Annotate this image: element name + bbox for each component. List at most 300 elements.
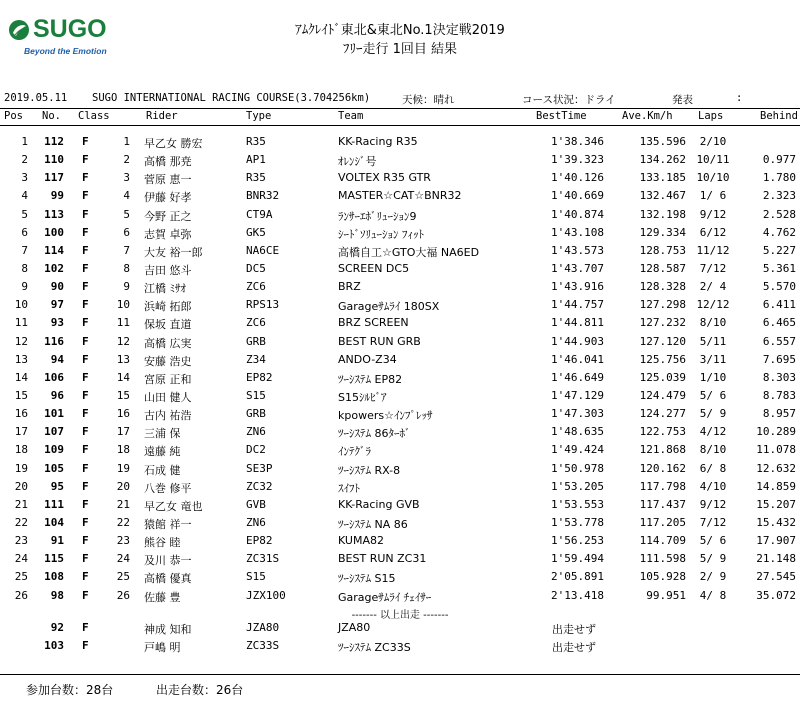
class-pos-cell: 2 xyxy=(123,153,130,167)
type-cell: BNR32 xyxy=(246,189,280,203)
team-cell: ﾗﾝｻｰｴﾎﾞﾘｭｰｼｮﾝ9 xyxy=(338,209,417,223)
class-cell: F xyxy=(82,497,89,511)
rider-cell: 志賀 卓弥 xyxy=(144,227,192,241)
rider-cell: 八巻 修平 xyxy=(144,481,192,495)
table-row xyxy=(0,170,800,188)
class-cell: F xyxy=(82,225,89,239)
besttime-cell: 1'40.669 xyxy=(551,189,604,203)
behind-cell: 7.695 xyxy=(762,352,796,366)
class-cell: F xyxy=(82,388,89,402)
besttime-cell: 1'43.108 xyxy=(551,225,604,239)
type-cell: JZA80 xyxy=(246,620,280,634)
avg-speed-cell: 99.951 xyxy=(646,588,686,602)
team-cell: KUMA82 xyxy=(338,534,384,548)
table-row xyxy=(0,551,800,569)
class-cell: F xyxy=(82,425,89,439)
team-cell: Garageｻﾑﾗｲ 180SX xyxy=(338,300,440,314)
number-cell: 105 xyxy=(44,461,64,475)
class-cell: F xyxy=(82,298,89,312)
header-besttime: BestTime xyxy=(536,110,587,122)
pos-cell: 11 xyxy=(14,316,28,330)
team-cell: JZA80 xyxy=(338,620,371,634)
table-row xyxy=(0,442,800,460)
class-pos-cell: 18 xyxy=(116,443,130,457)
laps-cell: 5/ 6 xyxy=(699,534,727,548)
avg-speed-cell: 134.262 xyxy=(639,153,686,167)
class-cell: F xyxy=(82,207,89,221)
laps-cell: 6/12 xyxy=(699,225,727,239)
type-cell: CT9A xyxy=(246,207,273,221)
type-cell: GVB xyxy=(246,497,266,511)
besttime-cell: 1'44.757 xyxy=(551,298,604,312)
avg-speed-cell: 127.232 xyxy=(639,316,686,330)
besttime-cell: 1'40.874 xyxy=(551,207,604,221)
rider-cell: 大友 裕一郎 xyxy=(144,245,203,259)
besttime-cell: 1'50.978 xyxy=(551,461,604,475)
avg-speed-cell: 122.753 xyxy=(639,425,686,439)
pos-cell: 14 xyxy=(14,370,28,384)
class-pos-cell: 7 xyxy=(123,243,130,257)
table-row xyxy=(0,315,800,333)
type-cell: RPS13 xyxy=(246,298,280,312)
table-row xyxy=(0,388,800,406)
laps-cell: 9/12 xyxy=(699,497,727,511)
number-cell: 113 xyxy=(44,207,64,221)
number-cell: 110 xyxy=(44,153,64,167)
class-pos-cell: 4 xyxy=(123,189,130,203)
class-pos-cell: 6 xyxy=(123,225,130,239)
class-cell: F xyxy=(82,352,89,366)
class-pos-cell: 24 xyxy=(116,552,130,566)
pos-cell: 20 xyxy=(14,479,28,493)
type-cell: ZC32 xyxy=(246,479,273,493)
laps-cell: 2/ 9 xyxy=(699,570,727,584)
pos-cell: 2 xyxy=(21,153,28,167)
besttime-cell: 1'53.553 xyxy=(551,497,604,511)
avg-speed-cell: 121.868 xyxy=(639,443,686,457)
type-cell: AP1 xyxy=(246,153,266,167)
pos-cell: 1 xyxy=(21,135,28,148)
number-cell: 101 xyxy=(44,407,64,421)
avg-speed-cell: 127.298 xyxy=(639,298,686,312)
rider-cell: 熊谷 睦 xyxy=(144,536,181,550)
besttime-cell: 2'13.418 xyxy=(551,588,604,602)
besttime-cell: 1'47.129 xyxy=(551,388,604,402)
class-cell: F xyxy=(82,334,89,348)
number-cell: 114 xyxy=(44,243,64,257)
type-cell: ZC6 xyxy=(246,280,266,294)
number-cell: 104 xyxy=(44,515,64,529)
laps-cell: 1/10 xyxy=(699,370,727,384)
laps-cell: 5/11 xyxy=(699,334,727,348)
number-cell: 92 xyxy=(50,620,64,634)
class-cell: F xyxy=(82,171,89,185)
table-row xyxy=(0,461,800,479)
class-pos-cell: 19 xyxy=(116,461,130,475)
rider-cell: 及川 恭一 xyxy=(144,554,192,568)
avg-speed-cell: 128.753 xyxy=(639,243,686,257)
number-cell: 106 xyxy=(44,370,64,384)
team-cell: 高橋自工☆GTO大福 NA6ED xyxy=(338,245,480,259)
pos-cell: 6 xyxy=(21,225,28,239)
behind-cell: 10.289 xyxy=(756,425,796,439)
team-cell: SCREEN DC5 xyxy=(338,261,410,275)
team-cell: BRZ SCREEN xyxy=(338,316,409,330)
besttime-cell: 1'53.205 xyxy=(551,479,604,493)
pos-cell: 4 xyxy=(21,189,28,203)
track-condition: コース状況：ドライ xyxy=(522,94,616,106)
table-row xyxy=(0,588,800,606)
avg-speed-cell: 128.328 xyxy=(639,280,686,294)
type-cell: SE3P xyxy=(246,461,273,475)
class-cell: F xyxy=(82,515,89,529)
number-cell: 109 xyxy=(44,443,64,457)
avg-speed-cell: 117.437 xyxy=(639,497,686,511)
pos-cell: 24 xyxy=(14,552,28,566)
class-pos-cell: 16 xyxy=(116,407,130,421)
class-pos-cell: 8 xyxy=(123,261,130,275)
class-cell: F xyxy=(82,552,89,566)
rider-cell: 浜崎 拓郎 xyxy=(144,300,192,314)
pos-cell: 15 xyxy=(14,388,28,402)
besttime-cell: 1'39.323 xyxy=(551,153,604,167)
number-cell: 103 xyxy=(44,638,64,652)
pos-cell: 8 xyxy=(21,261,28,275)
avg-speed-cell: 132.198 xyxy=(639,207,686,221)
logo-text: SUGO xyxy=(33,15,107,43)
class-pos-cell: 1 xyxy=(123,135,130,148)
rider-cell: 高橋 那尭 xyxy=(144,155,192,169)
rider-cell: 菅原 恵一 xyxy=(144,173,192,187)
behind-cell: 1.780 xyxy=(762,171,796,185)
type-cell: ZC31S xyxy=(246,552,280,566)
team-cell: ANDO-Z34 xyxy=(338,352,397,366)
besttime-cell: 1'56.253 xyxy=(551,534,604,548)
class-cell: F xyxy=(82,588,89,602)
avg-speed-cell: 111.598 xyxy=(639,552,686,566)
header-pos: Pos xyxy=(4,110,23,122)
number-cell: 111 xyxy=(44,497,64,511)
class-pos-cell: 14 xyxy=(116,370,130,384)
rider-cell: 神成 知和 xyxy=(144,622,192,636)
pos-cell: 19 xyxy=(14,461,28,475)
number-cell: 95 xyxy=(50,479,64,493)
besttime-cell: 1'47.303 xyxy=(551,407,604,421)
number-cell: 107 xyxy=(44,425,64,439)
class-cell: F xyxy=(82,570,89,584)
type-cell: GK5 xyxy=(246,225,266,239)
table-row xyxy=(0,134,800,152)
number-cell: 90 xyxy=(50,280,64,294)
besttime-cell: 1'48.635 xyxy=(551,425,604,439)
table-row xyxy=(0,479,800,497)
table-row xyxy=(0,497,800,515)
behind-cell: 5.227 xyxy=(762,243,796,257)
table-row xyxy=(0,207,800,225)
laps-cell: 12/12 xyxy=(696,298,730,312)
type-cell: DC5 xyxy=(246,261,266,275)
rider-cell: 江橋 ﾐｻｵ xyxy=(144,282,186,296)
header-team: Team xyxy=(338,110,364,122)
besttime-cell: 1'43.916 xyxy=(551,280,604,294)
pos-cell: 17 xyxy=(14,425,28,439)
behind-cell: 15.432 xyxy=(756,515,796,529)
pos-cell: 18 xyxy=(14,443,28,457)
pos-cell: 22 xyxy=(14,515,28,529)
header-rider: Rider xyxy=(146,110,178,122)
behind-cell: 17.907 xyxy=(756,534,796,548)
type-cell: EP82 xyxy=(246,534,273,548)
rider-cell: 高橋 優真 xyxy=(144,572,192,586)
header-class: Class xyxy=(78,110,110,122)
laps-cell: 5/ 6 xyxy=(699,388,727,402)
starters-separator xyxy=(0,606,800,620)
class-cell: F xyxy=(82,443,89,457)
besttime-cell: 1'40.126 xyxy=(551,171,604,185)
header-laps: Laps xyxy=(698,110,724,122)
behind-cell: 5.361 xyxy=(762,261,796,275)
rider-cell: 猿館 祥一 xyxy=(144,517,192,531)
team-cell: ｲﾝﾃｸﾞﾗ xyxy=(338,445,371,459)
class-cell: F xyxy=(82,407,89,421)
header-behind: Behind xyxy=(760,110,798,122)
pos-cell: 3 xyxy=(21,171,28,185)
announce-value: : xyxy=(736,92,743,104)
number-cell: 115 xyxy=(44,552,64,566)
number-cell: 96 xyxy=(50,388,64,402)
class-cell: F xyxy=(82,316,89,330)
laps-cell: 2/10 xyxy=(699,135,727,148)
pos-cell: 25 xyxy=(14,570,28,584)
besttime-cell: 1'44.811 xyxy=(551,316,604,330)
class-cell: F xyxy=(82,479,89,493)
besttime-cell: 1'46.041 xyxy=(551,352,604,366)
laps-cell: 10/11 xyxy=(696,153,730,167)
session-date: 2019.05.11 xyxy=(4,92,68,104)
laps-cell: 2/ 4 xyxy=(699,280,727,294)
event-title: ｱﾑｸﾚｲﾄﾞ東北&東北No.1決定戦2019 xyxy=(295,23,505,38)
number-cell: 117 xyxy=(44,171,64,185)
besttime-cell: 1'53.778 xyxy=(551,515,604,529)
dns-row xyxy=(0,638,800,656)
behind-cell: 8.957 xyxy=(762,407,796,421)
status-cell: 出走せず xyxy=(552,640,596,654)
avg-speed-cell: 125.756 xyxy=(639,352,686,366)
avg-speed-cell: 124.479 xyxy=(639,388,686,402)
pos-cell: 13 xyxy=(14,352,28,366)
session-title: ﾌﾘｰ走行 1回目 結果 xyxy=(342,42,458,57)
behind-cell: 6.411 xyxy=(762,298,796,312)
team-cell: ﾂｰｼｽﾃﾑ S15 xyxy=(338,572,396,586)
avg-speed-cell: 125.039 xyxy=(639,370,686,384)
team-cell: ｵﾚﾝｼﾞ号 xyxy=(338,155,377,169)
table-row xyxy=(0,334,800,352)
avg-speed-cell: 133.185 xyxy=(639,171,686,185)
class-cell: F xyxy=(82,261,89,275)
class-pos-cell: 15 xyxy=(116,388,130,402)
behind-cell: 35.072 xyxy=(756,588,796,602)
behind-cell: 2.528 xyxy=(762,207,796,221)
rider-cell: 早乙女 竜也 xyxy=(144,499,203,513)
avg-speed-cell: 129.334 xyxy=(639,225,686,239)
table-row xyxy=(0,261,800,279)
laps-cell: 4/12 xyxy=(699,425,727,439)
laps-cell: 4/ 8 xyxy=(699,588,727,602)
besttime-cell: 1'43.707 xyxy=(551,261,604,275)
starters-count: 出走台数：26台 xyxy=(156,683,244,697)
number-cell: 99 xyxy=(50,189,64,203)
team-cell: KK-Racing GVB xyxy=(338,497,420,511)
type-cell: DC2 xyxy=(246,443,266,457)
rider-cell: 高橋 広実 xyxy=(144,336,192,350)
class-pos-cell: 9 xyxy=(123,280,130,294)
avg-speed-cell: 135.596 xyxy=(639,135,686,148)
table-row xyxy=(0,424,800,442)
status-cell: 出走せず xyxy=(552,622,596,636)
class-cell: F xyxy=(82,534,89,548)
pos-cell: 5 xyxy=(21,207,28,221)
laps-cell: 5/ 9 xyxy=(699,407,727,421)
laps-cell: 9/12 xyxy=(699,207,727,221)
logo-tagline: Beyond the Emotion xyxy=(24,46,107,56)
table-row xyxy=(0,243,800,261)
laps-cell: 4/10 xyxy=(699,479,727,493)
class-pos-cell: 10 xyxy=(116,298,130,312)
rider-cell: 古内 祐浩 xyxy=(144,409,192,423)
class-pos-cell: 5 xyxy=(123,207,130,221)
besttime-cell: 1'49.424 xyxy=(551,443,604,457)
pos-cell: 16 xyxy=(14,407,28,421)
team-cell: ｼｰﾄﾞｿﾘｭｰｼｮﾝ ﾌｨｯﾄ xyxy=(338,227,424,241)
team-cell: ﾂｰｼｽﾃﾑ EP82 xyxy=(338,372,403,386)
class-cell: F xyxy=(82,620,89,634)
number-cell: 91 xyxy=(50,534,64,548)
class-pos-cell: 20 xyxy=(116,479,130,493)
avg-speed-cell: 117.205 xyxy=(639,515,686,529)
table-row xyxy=(0,515,800,533)
number-cell: 94 xyxy=(50,352,64,366)
rider-cell: 安藤 浩史 xyxy=(144,354,192,368)
behind-cell: 2.323 xyxy=(762,189,796,203)
number-cell: 112 xyxy=(44,135,64,148)
team-cell: BEST RUN GRB xyxy=(338,334,421,348)
class-cell: F xyxy=(82,153,89,167)
type-cell: S15 xyxy=(246,388,266,402)
rider-cell: 佐藤 豊 xyxy=(144,590,181,604)
class-cell: F xyxy=(82,461,89,475)
table-row xyxy=(0,406,800,424)
header-avg-speed: Ave.Km/h xyxy=(622,110,673,122)
behind-cell: 27.545 xyxy=(756,570,796,584)
pos-cell: 10 xyxy=(14,298,28,312)
dns-row xyxy=(0,620,800,638)
type-cell: ZC33S xyxy=(246,638,280,652)
avg-speed-cell: 105.928 xyxy=(639,570,686,584)
class-pos-cell: 21 xyxy=(116,497,130,511)
type-cell: JZX100 xyxy=(246,588,286,602)
besttime-cell: 1'44.903 xyxy=(551,334,604,348)
laps-cell: 7/12 xyxy=(699,515,727,529)
table-row xyxy=(0,569,800,587)
class-pos-cell: 22 xyxy=(116,515,130,529)
avg-speed-cell: 127.120 xyxy=(639,334,686,348)
laps-cell: 8/10 xyxy=(699,316,727,330)
behind-cell: 21.148 xyxy=(756,552,796,566)
course-name: SUGO INTERNATIONAL RACING COURSE(3.704256km) xyxy=(92,92,371,104)
type-cell: ZC6 xyxy=(246,316,266,330)
table-row xyxy=(0,152,800,170)
class-cell: F xyxy=(82,370,89,384)
besttime-cell: 1'46.649 xyxy=(551,370,604,384)
table-row xyxy=(0,297,800,315)
class-cell: F xyxy=(82,189,89,203)
rider-cell: 保坂 直道 xyxy=(144,318,192,332)
rider-cell: 遠藤 純 xyxy=(144,445,181,459)
class-pos-cell: 26 xyxy=(116,588,130,602)
team-cell: KK-Racing R35 xyxy=(338,135,418,148)
class-pos-cell: 12 xyxy=(116,334,130,348)
behind-cell: 5.570 xyxy=(762,280,796,294)
number-cell: 98 xyxy=(50,588,64,602)
table-row xyxy=(0,533,800,551)
announce-label: 発表 xyxy=(672,94,693,106)
class-cell: F xyxy=(82,638,89,652)
table-row xyxy=(0,188,800,206)
behind-cell: 14.859 xyxy=(756,479,796,493)
pos-cell: 12 xyxy=(14,334,28,348)
header-no: No. xyxy=(42,110,61,122)
separator-text: ------- 以上出走 ------- xyxy=(351,609,449,621)
session-info-bar xyxy=(4,92,796,108)
type-cell: GRB xyxy=(246,407,266,421)
summary-footer xyxy=(0,674,800,703)
team-cell: Garageｻﾑﾗｲ ﾁｪｲｻｰ xyxy=(338,590,432,604)
laps-cell: 6/ 8 xyxy=(699,461,727,475)
behind-cell: 12.632 xyxy=(756,461,796,475)
laps-cell: 7/12 xyxy=(699,261,727,275)
class-cell: F xyxy=(82,280,89,294)
rider-cell: 山田 健人 xyxy=(144,390,192,404)
rider-cell: 今野 正之 xyxy=(144,209,192,223)
team-cell: VOLTEX R35 GTR xyxy=(338,171,431,185)
pos-cell: 26 xyxy=(14,588,28,602)
team-cell: MASTER☆CAT☆BNR32 xyxy=(338,189,462,203)
number-cell: 102 xyxy=(44,261,64,275)
avg-speed-cell: 114.709 xyxy=(639,534,686,548)
pos-cell: 9 xyxy=(21,280,28,294)
type-cell: ZN6 xyxy=(246,515,266,529)
behind-cell: 0.977 xyxy=(762,153,796,167)
type-cell: ZN6 xyxy=(246,425,266,439)
team-cell: ｽｲﾌﾄ xyxy=(338,481,360,495)
number-cell: 116 xyxy=(44,334,64,348)
behind-cell: 11.078 xyxy=(756,443,796,457)
laps-cell: 8/10 xyxy=(699,443,727,457)
rider-cell: 吉田 悠斗 xyxy=(144,263,192,277)
avg-speed-cell: 117.798 xyxy=(639,479,686,493)
type-cell: EP82 xyxy=(246,370,273,384)
weather: 天候：晴れ xyxy=(402,94,455,106)
type-cell: R35 xyxy=(246,171,266,185)
team-cell: ﾂｰｼｽﾃﾑ NA 86 xyxy=(338,517,408,531)
number-cell: 93 xyxy=(50,316,64,330)
class-pos-cell: 3 xyxy=(123,171,130,185)
class-pos-cell: 25 xyxy=(116,570,130,584)
behind-cell: 4.762 xyxy=(762,225,796,239)
rider-cell: 宮原 正和 xyxy=(144,372,192,386)
rider-cell: 戸嶋 明 xyxy=(144,640,181,654)
pos-cell: 23 xyxy=(14,534,28,548)
